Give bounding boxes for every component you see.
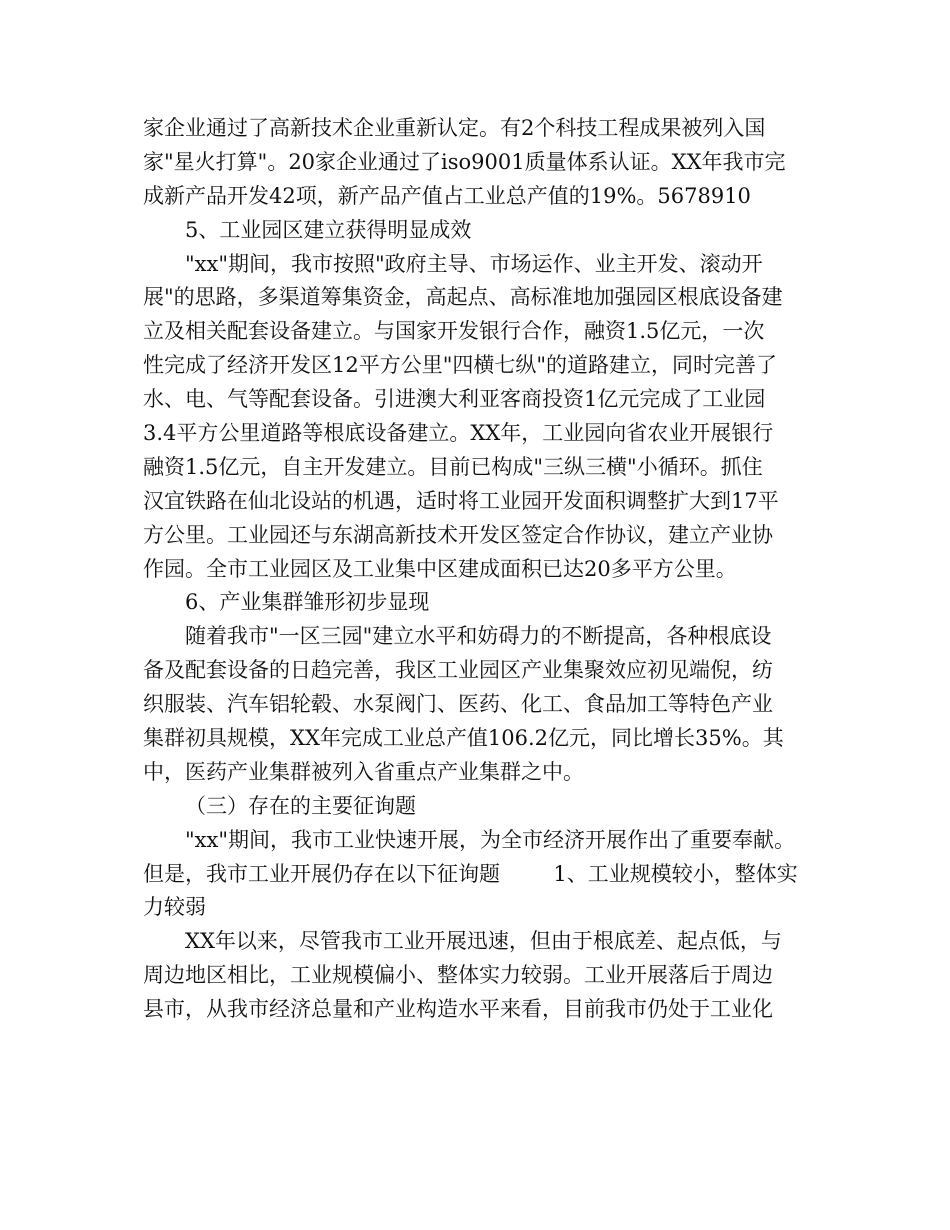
text-line: 家企业通过了高新技术企业重新认定。有2个科技工程成果被列入国	[143, 116, 766, 140]
text-line: "xx"期间，我市按照"政府主导、市场运作、业主开发、滚动开	[185, 251, 763, 276]
text-line: 展"的思路，多渠道筹集资金，高起点、高标准地加强园区根底设备建	[143, 285, 783, 310]
text-line: 周边地区相比，工业规模偏小、整体实力较弱。工业开展落后于周边	[143, 963, 773, 988]
text-line: （三）存在的主要征询题	[185, 793, 416, 818]
text-line: 融资1.5亿元，自主开发建立。目前已构成"三纵三横"小循环。抓住	[143, 454, 763, 479]
text-line: 3.4平方公里道路等根底设备建立。XX年，工业园向省农业开展银行	[143, 421, 774, 446]
text-line: 水、电、气等配套设备。引进澳大利亚客商投资1亿元完成了工业园	[143, 387, 766, 412]
text-line: 作园。全市工业园区及工业集中区建成面积已达20多平方公里。	[143, 556, 737, 581]
text-line: 家"星火打算"。20家企业通过了iso9001质量体系认证。XX年我市完	[143, 149, 786, 174]
text-line: 性完成了经济开发区12平方公里"四横七纵"的道路建立，同时完善了	[143, 353, 778, 378]
text-line: 集群初具规模，XX年完成工业总产值106.2亿元，同比增长35%。其	[143, 726, 784, 751]
text-line: 力较弱	[143, 895, 206, 920]
text-line: 随着我市"一区三园"建立水平和妨碍力的不断提高，各种根底设	[185, 624, 772, 649]
body-text	[143, 112, 823, 1027]
text-line: 织服装、汽车铝轮毂、水泵阀门、医药、化工、食品加工等特色产业	[143, 692, 773, 717]
text-line: 方公里。工业园还与东湖高新技术开发区签定合作协议，建立产业协	[143, 522, 773, 547]
text-line: 立及相关配套设备建立。与国家开发银行合作，融资1.5亿元，一次	[143, 319, 765, 344]
text-line: 县市，从我市经济总量和产业构造水平来看，目前我市仍处于工业化	[143, 997, 773, 1022]
text-line: 6、产业集群雏形初步显现	[185, 590, 430, 615]
text-line: "xx"期间，我市工业快速开展，为全市经济开展作出了重要奉献。	[185, 827, 796, 852]
text-line: 备及配套设备的日趋完善，我区工业园区产业集聚效应初见端倪，纺	[143, 658, 773, 683]
text-line: 但是，我市工业开展仍存在以下征询题 1、工业规模较小，整体实	[143, 861, 798, 886]
text-line: 汉宜铁路在仙北设站的机遇，适时将工业园开发面积调整扩大到17平	[143, 488, 779, 513]
text-line: 成新产品开发42项，新产品产值占工业总产值的19%。5678910	[143, 183, 751, 208]
text-line: XX年以来，尽管我市工业开展迅速，但由于根底差、起点低，与	[185, 929, 782, 954]
text-line: 5、工业园区建立获得明显成效	[185, 217, 472, 242]
text-line: 中，医药产业集群被列入省重点产业集群之中。	[143, 759, 584, 784]
